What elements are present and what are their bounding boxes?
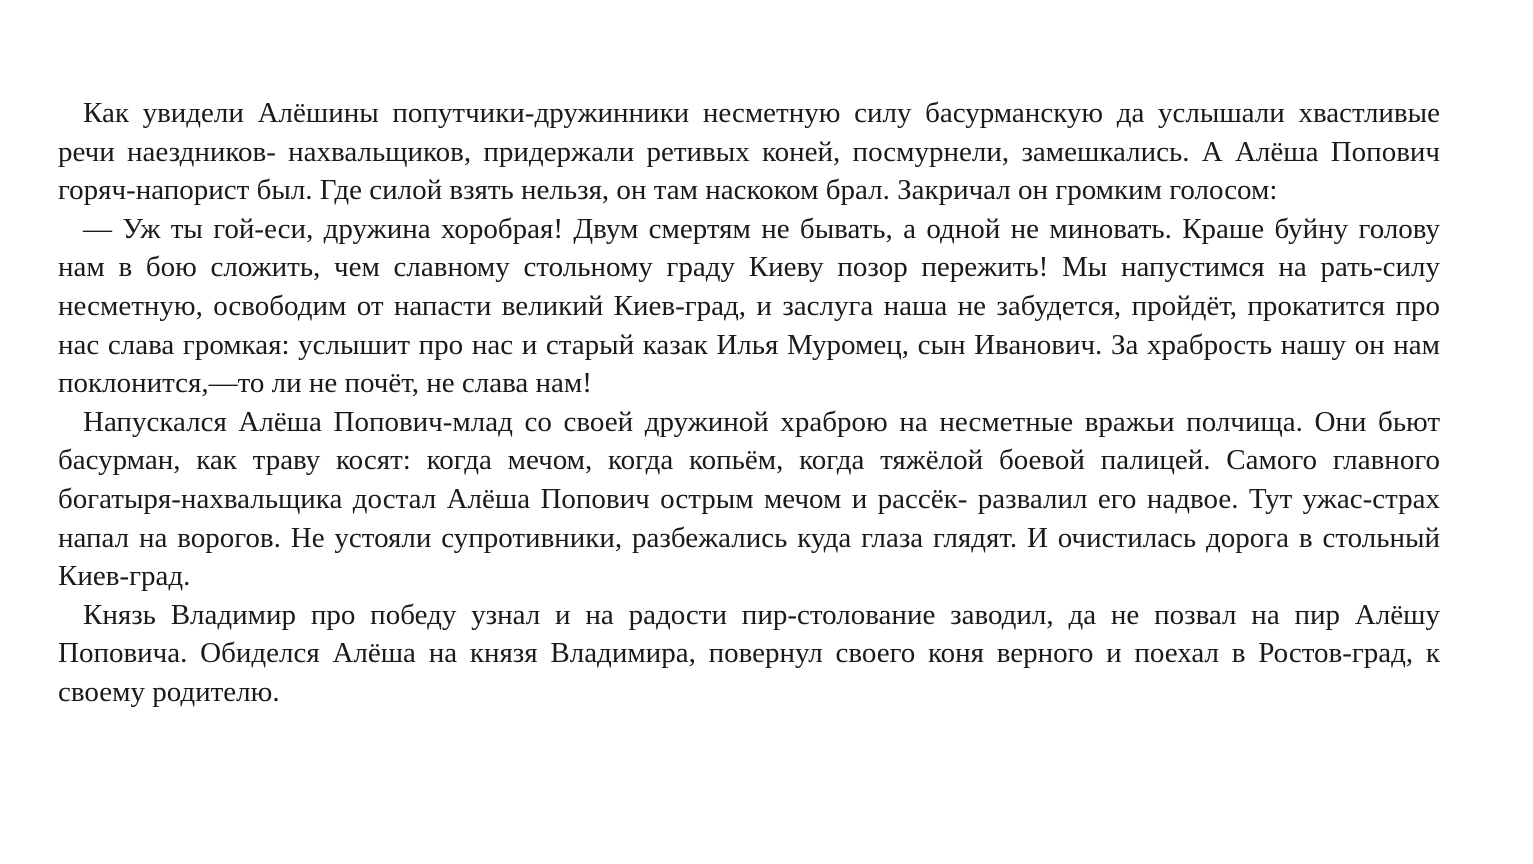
- document-page: [58, 94, 1440, 712]
- paragraph-3: Напускался Алёша Попович-млад со своей дружиной храброю на несметные вражьи полчища. Они бьют басурман, как траву косят: когда мечом, когда копьём, когда тяжёлой боевой палицей. Самого главного богатыря-нахвальщика достал Алёша Попович острым мечом и рассёк- развалил его надвое. Тут ужас-страх напал на ворогов. Не устояли супротивники, разбежались куда глаза глядят. И очистилась дорога в стольный Киев-град.: [58, 405, 1440, 593]
- paragraph-1: Как увидели Алёшины попутчики-дружинники несметную силу басурманскую да услышали хвастливые речи наездников- нахвальщиков, придержали ретивых коней, посмурнели, замешкались. А Алёша Попович горяч-напорист был. Где силой взять нельзя, он там наскоком брал. Закричал он громким голосом:: [58, 97, 1440, 207]
- paragraph-4: Князь Владимир про победу узнал и на радости пир-столование заводил, да не позвал на пир Алёшу Поповича. Обиделся Алёша на князя Владимира, повернул своего коня верного и поехал в Ростов-град, к своему родителю.: [58, 598, 1440, 708]
- paragraph-2: — Уж ты гой-еси, дружина хоробрая! Двум смертям не бывать, а одной не миновать. Краше буйну голову нам в бою сложить, чем славному стольному граду Киеву позор пережить! Мы напустимся на рать-силу несметную, освободим от напасти великий Киев-град, и заслуга наша не забудется, пройдёт, прокатится про нас слава громкая: услышит про нас и старый казак Илья Муромец, сын Иванович. За храбрость нашу он нам поклонится,—то ли не почёт, не слава нам!: [58, 212, 1440, 400]
